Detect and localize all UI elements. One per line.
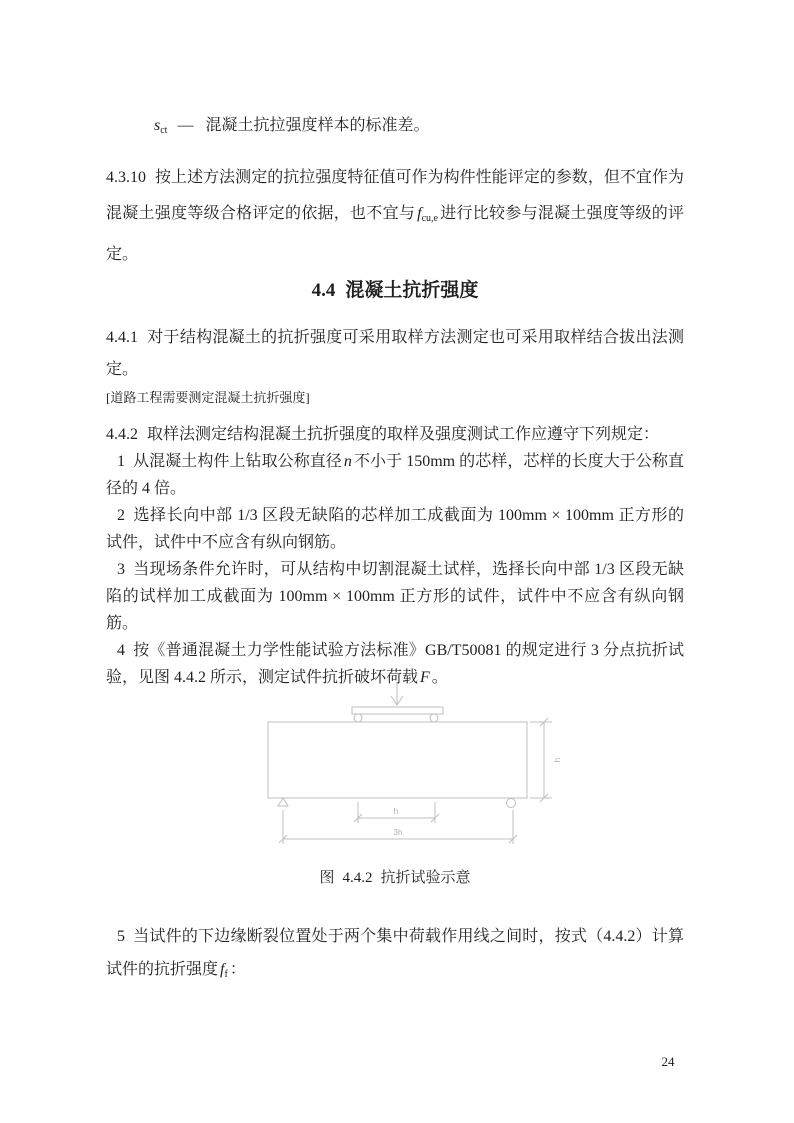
clause-4-4-2 bbox=[106, 421, 684, 448]
symbol-sct: $s_{ct}$ bbox=[154, 117, 168, 136]
item-number: 1 bbox=[117, 453, 125, 470]
item-text-after: 。 bbox=[431, 669, 448, 686]
clause-4-4-2-block bbox=[106, 421, 684, 691]
caption-number: 4.4.2 bbox=[342, 870, 373, 886]
dim-height bbox=[530, 718, 562, 802]
list-item-3 bbox=[106, 556, 684, 637]
flexural-test-figure bbox=[260, 680, 570, 856]
clause-text-before: 按上述方法测定的抗拉强度特征值可作为构件性能评定的参数，但不宜作为混凝土强度等级合格评定的依据，也不宜与 bbox=[106, 169, 684, 222]
support-triangle bbox=[278, 798, 288, 806]
dim-height-label: h bbox=[553, 757, 562, 763]
section-title: 混凝土抗折强度 bbox=[345, 280, 479, 301]
section-heading bbox=[106, 275, 684, 302]
dim-load-span-label: h bbox=[393, 807, 399, 816]
clause-4-4-1 bbox=[106, 322, 684, 386]
figure-caption bbox=[106, 866, 684, 887]
definition-text: 混凝土抗拉强度样本的标准差。 bbox=[205, 117, 430, 134]
clause-number: 4.4.1 bbox=[106, 329, 138, 346]
list-item-5 bbox=[106, 920, 684, 991]
clause-text: 对于结构混凝土的抗折强度可采用取样方法测定也可采用取样结合拔出法测定。 bbox=[106, 329, 684, 378]
formula-fcue: $f_{cu,e}$ bbox=[417, 205, 438, 224]
item-number: 4 bbox=[117, 642, 125, 659]
specimen-beam bbox=[268, 722, 527, 798]
caption-title: 抗折试验示意 bbox=[380, 870, 471, 886]
support-roller bbox=[507, 799, 516, 808]
list-item-2 bbox=[106, 502, 684, 556]
clause-text: 取样法测定结构混凝土抗折强度的取样及强度测试工作应遵守下列规定： bbox=[147, 426, 660, 443]
item-text-before: 从混凝土构件上钻取公称直径 bbox=[133, 453, 342, 470]
var-n: n bbox=[343, 453, 352, 470]
item-number: 2 bbox=[117, 507, 125, 524]
dim-load-span bbox=[354, 802, 439, 823]
item-number: 3 bbox=[117, 561, 125, 578]
bracket-note: [道路工程需要测定混凝土抗折强度] bbox=[106, 390, 310, 405]
load-roller-right bbox=[430, 714, 438, 722]
item-number: 5 bbox=[117, 928, 125, 945]
item-text-before: 按《普通混凝土力学性能试验方法标准》GB/T50081 的规定进行 3 分点抗折试验，见图 4.4.2 所示，测定试件抗折破坏荷载 bbox=[106, 642, 684, 686]
definition-dash: — bbox=[177, 117, 194, 134]
var-F: F bbox=[420, 669, 430, 686]
formula-ff: $f_f$ bbox=[220, 961, 228, 980]
load-roller-left bbox=[354, 714, 362, 722]
caption-prefix: 图 bbox=[319, 870, 335, 886]
clause-text-after: 进行比较参与混凝土强度等级的评定。 bbox=[106, 205, 684, 263]
clause-number: 4.4.2 bbox=[106, 426, 138, 443]
section-number: 4.4 bbox=[311, 280, 336, 301]
item-text-after: ： bbox=[229, 961, 246, 978]
dim-support-span-label: 3h bbox=[393, 828, 403, 837]
clause-4-3-10 bbox=[106, 160, 684, 273]
symbol-definition bbox=[152, 112, 429, 136]
item-text: 当现场条件允许时，可从结构中切割混凝土试样，选择长向中部 1/3 区段无缺陷的试样加工成截面为 100mm × 100mm 正方形的试件，试件中不应含有纵向钢筋。 bbox=[106, 561, 684, 632]
item-text-before: 当试件的下边缘断裂位置处于两个集中荷载作用线之间时，按式（4.4.2）计算试件的抗折强度 bbox=[106, 928, 684, 978]
item-text: 选择长向中部 1/3 区段无缺陷的芯样加工成截面为 100mm × 100mm 正方形的试件，试件中不应含有纵向钢筋。 bbox=[106, 507, 684, 551]
clause-number: 4.3.10 bbox=[106, 169, 146, 186]
item-text-after: 不小于 150mm 的芯样，芯样的长度大于公称直径的 4 倍。 bbox=[106, 453, 684, 497]
list-item-1 bbox=[106, 448, 684, 502]
spreader-bar bbox=[352, 707, 443, 714]
page-number: 24 bbox=[661, 1054, 675, 1069]
